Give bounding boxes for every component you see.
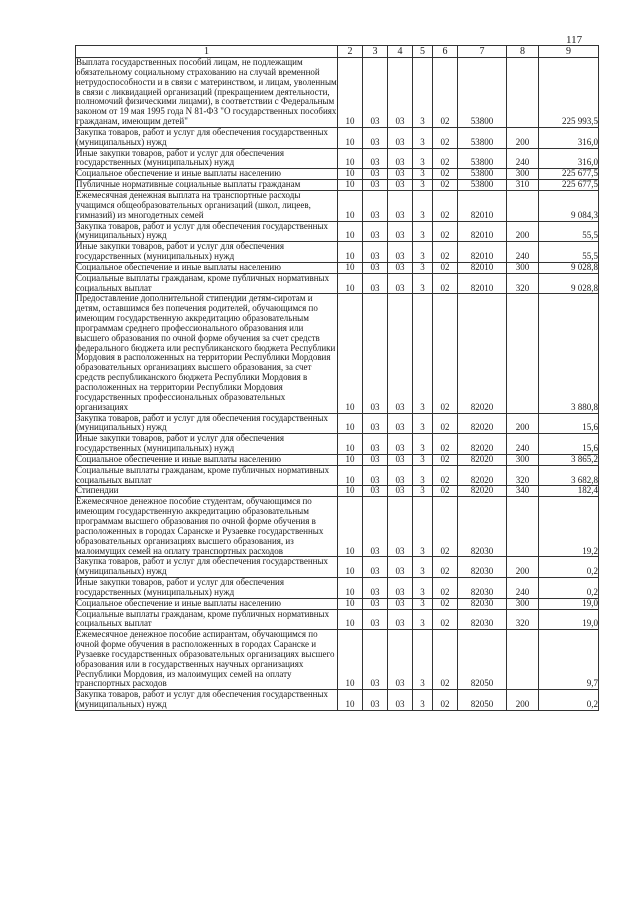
code-col-3: 03 [363,58,388,128]
row-description: Социальное обеспечение и иные выплаты населению [76,454,338,465]
code-col-2: 10 [338,497,363,557]
amount-cell: 19,2 [539,497,599,557]
table-row [76,148,599,169]
code-col-2: 10 [338,221,363,242]
code-col-2: 10 [338,557,363,578]
code-col-8: 200 [507,221,539,242]
code-col-6: 02 [433,242,458,263]
table-row [76,465,599,486]
row-description: Закупка товаров, работ и услуг для обеспечения государственных (муниципальных) нужд [76,221,338,242]
row-description: Ежемесячное денежное пособие студентам, обучающимся по имеющим государственную аккредитацию образовательным программам высшего образования по очной форме обучения в расположенных в городах Саранске и Рузаевке государственных образовательных организациях высшего образования, из малоимущих семей на оплату транспортных расходов [76,497,338,557]
table-row [76,58,599,128]
code-col-2: 10 [338,127,363,148]
code-col-7: 82050 [458,630,507,690]
code-col-6: 02 [433,690,458,711]
row-description: Публичные нормативные социальные выплаты гражданам [76,180,338,191]
code-col-4: 03 [388,148,413,169]
code-col-7: 82010 [458,262,507,273]
col-header-6: 6 [433,46,458,58]
amount-cell: 0,2 [539,557,599,578]
code-col-2: 10 [338,148,363,169]
code-col-6: 02 [433,465,458,486]
code-col-5: 3 [413,148,433,169]
code-col-8: 200 [507,557,539,578]
code-col-7: 82030 [458,609,507,630]
code-col-6: 02 [433,413,458,434]
code-col-8: 200 [507,413,539,434]
code-col-7: 82050 [458,690,507,711]
code-col-6: 02 [433,127,458,148]
page-number: 117 [566,34,583,46]
code-col-5: 3 [413,169,433,180]
row-description: Предоставление дополнительной стипендии детям-сиротам и детям, оставшимся без попечения родителей, обучающимся по имеющим государственную аккредитацию образовательным программам среднего профессионального образования или высшего образования по очной форме обучения за счет средств федерального бюджета или республиканского бюджета Республики Мордовия в расположенных на территории Республики Мордовия образовательных организациях высшего образования, за счет средств республиканского бюджета Республики Мордовия в расположенных на территории Республики Мордовия государственных профессиональных образовательных организациях [76,294,338,413]
code-col-4: 03 [388,465,413,486]
code-col-8: 200 [507,127,539,148]
code-col-3: 03 [363,598,388,609]
amount-cell: 316,0 [539,148,599,169]
code-col-4: 03 [388,221,413,242]
row-description: Иные закупки товаров, работ и услуг для обеспечения государственных (муниципальных) нужд [76,578,338,599]
code-col-7: 82030 [458,497,507,557]
code-col-6: 02 [433,609,458,630]
code-col-6: 02 [433,58,458,128]
code-col-2: 10 [338,578,363,599]
amount-cell: 9 028,8 [539,273,599,294]
col-header-5: 5 [413,46,433,58]
amount-cell: 225 993,5 [539,58,599,128]
code-col-5: 3 [413,180,433,191]
table-row [76,486,599,497]
code-col-6: 02 [433,598,458,609]
code-col-6: 02 [433,221,458,242]
amount-cell: 225 677,5 [539,169,599,180]
code-col-3: 03 [363,578,388,599]
code-col-4: 03 [388,497,413,557]
code-col-4: 03 [388,294,413,413]
code-col-4: 03 [388,180,413,191]
amount-cell: 15,6 [539,434,599,455]
code-col-5: 3 [413,294,433,413]
amount-cell: 9,7 [539,630,599,690]
code-col-8: 320 [507,609,539,630]
code-col-4: 03 [388,690,413,711]
code-col-5: 3 [413,434,433,455]
row-description: Закупка товаров, работ и услуг для обеспечения государственных (муниципальных) нужд [76,127,338,148]
code-col-4: 03 [388,598,413,609]
code-col-7: 53800 [458,169,507,180]
table-row [76,413,599,434]
code-col-3: 03 [363,413,388,434]
code-col-8: 200 [507,690,539,711]
code-col-3: 03 [363,221,388,242]
code-col-5: 3 [413,497,433,557]
code-col-6: 02 [433,273,458,294]
row-description: Социальное обеспечение и иные выплаты населению [76,262,338,273]
code-col-7: 82020 [458,465,507,486]
code-col-6: 02 [433,557,458,578]
table-row [76,294,599,413]
code-col-4: 03 [388,242,413,263]
code-col-2: 10 [338,465,363,486]
code-col-2: 10 [338,242,363,263]
table-row [76,434,599,455]
code-col-4: 03 [388,190,413,221]
code-col-5: 3 [413,609,433,630]
amount-cell: 3 880,8 [539,294,599,413]
amount-cell: 9 028,8 [539,262,599,273]
code-col-4: 03 [388,262,413,273]
code-col-3: 03 [363,486,388,497]
code-col-7: 53800 [458,58,507,128]
header-row [76,46,599,58]
code-col-6: 02 [433,190,458,221]
row-description: Социальные выплаты гражданам, кроме публичных нормативных социальных выплат [76,609,338,630]
code-col-2: 10 [338,190,363,221]
col-header-9: 9 [539,46,599,58]
row-description: Стипендии [76,486,338,497]
code-col-7: 82020 [458,294,507,413]
row-description: Иные закупки товаров, работ и услуг для обеспечения государственных (муниципальных) нужд [76,242,338,263]
table-row [76,273,599,294]
code-col-2: 10 [338,609,363,630]
amount-cell: 3 682,8 [539,465,599,486]
code-col-3: 03 [363,630,388,690]
code-col-8: 240 [507,434,539,455]
code-col-4: 03 [388,630,413,690]
row-description: Социальные выплаты гражданам, кроме публичных нормативных социальных выплат [76,273,338,294]
code-col-8 [507,630,539,690]
row-description: Иные закупки товаров, работ и услуг для обеспечения государственных (муниципальных) нужд [76,148,338,169]
col-header-7: 7 [458,46,507,58]
code-col-7: 82030 [458,598,507,609]
code-col-7: 82010 [458,221,507,242]
row-description: Социальные выплаты гражданам, кроме публичных нормативных социальных выплат [76,465,338,486]
table-row [76,454,599,465]
budget-table [75,45,599,711]
code-col-8: 300 [507,598,539,609]
code-col-8: 300 [507,262,539,273]
code-col-5: 3 [413,221,433,242]
code-col-3: 03 [363,557,388,578]
table-row [76,598,599,609]
code-col-7: 53800 [458,180,507,191]
code-col-2: 10 [338,169,363,180]
code-col-8 [507,497,539,557]
col-header-4: 4 [388,46,413,58]
code-col-6: 02 [433,434,458,455]
row-description: Ежемесячная денежная выплата на транспортные расходы учащимся общеобразовательных организаций (школ, лицеев, гимназий) из многодетных семей [76,190,338,221]
amount-cell: 316,0 [539,127,599,148]
code-col-5: 3 [413,413,433,434]
code-col-2: 10 [338,58,363,128]
code-col-4: 03 [388,557,413,578]
code-col-8: 240 [507,148,539,169]
code-col-2: 10 [338,294,363,413]
table-row [76,497,599,557]
code-col-7: 82020 [458,413,507,434]
code-col-6: 02 [433,169,458,180]
code-col-7: 82020 [458,454,507,465]
code-col-3: 03 [363,273,388,294]
code-col-6: 02 [433,454,458,465]
code-col-7: 82010 [458,190,507,221]
code-col-5: 3 [413,262,433,273]
code-col-5: 3 [413,486,433,497]
code-col-8 [507,294,539,413]
code-col-7: 53800 [458,148,507,169]
code-col-3: 03 [363,497,388,557]
table-row [76,190,599,221]
amount-cell: 19,0 [539,598,599,609]
code-col-6: 02 [433,578,458,599]
amount-cell: 19,0 [539,609,599,630]
code-col-5: 3 [413,190,433,221]
table-row [76,127,599,148]
code-col-2: 10 [338,262,363,273]
row-description: Социальное обеспечение и иные выплаты населению [76,598,338,609]
table-row [76,609,599,630]
code-col-7: 53800 [458,127,507,148]
code-col-2: 10 [338,180,363,191]
code-col-3: 03 [363,294,388,413]
amount-cell: 15,6 [539,413,599,434]
code-col-5: 3 [413,557,433,578]
code-col-4: 03 [388,58,413,128]
code-col-4: 03 [388,169,413,180]
amount-cell: 55,5 [539,221,599,242]
code-col-8: 300 [507,454,539,465]
code-col-6: 02 [433,148,458,169]
code-col-2: 10 [338,434,363,455]
table-row [76,221,599,242]
amount-cell: 225 677,5 [539,180,599,191]
col-header-8: 8 [507,46,539,58]
code-col-3: 03 [363,434,388,455]
code-col-3: 03 [363,690,388,711]
code-col-4: 03 [388,273,413,294]
table-row [76,262,599,273]
amount-cell: 3 865,2 [539,454,599,465]
amount-cell: 0,2 [539,578,599,599]
code-col-2: 10 [338,273,363,294]
code-col-4: 03 [388,127,413,148]
code-col-5: 3 [413,127,433,148]
row-description: Выплата государственных пособий лицам, не подлежащим обязательному социальному страхованию на случай временной нетрудоспособности и в связи с материнством, и лицам, уволенным в связи с ликвидацией организаций (прекращением деятельности, полномочий физическими лицами), в соответствии с Федеральным законом от 19 мая 1995 года N 81-ФЗ "О государственных пособиях гражданам, имеющим детей" [76,57,337,127]
amount-cell: 9 084,3 [539,190,599,221]
code-col-8 [507,190,539,221]
code-col-7: 82030 [458,557,507,578]
row-description: Иные закупки товаров, работ и услуг для обеспечения государственных (муниципальных) нужд [76,434,338,455]
code-col-6: 02 [433,262,458,273]
code-col-4: 03 [388,578,413,599]
row-description: Закупка товаров, работ и услуг для обеспечения государственных (муниципальных) нужд [76,557,338,578]
table-row [76,630,599,690]
amount-cell: 55,5 [539,242,599,263]
code-col-8: 300 [507,169,539,180]
code-col-7: 82030 [458,578,507,599]
code-col-3: 03 [363,262,388,273]
code-col-2: 10 [338,630,363,690]
amount-cell: 0,2 [539,690,599,711]
col-header-2: 2 [338,46,363,58]
code-col-8 [507,58,539,128]
code-col-4: 03 [388,413,413,434]
table-row [76,169,599,180]
code-col-3: 03 [363,180,388,191]
code-col-7: 82010 [458,273,507,294]
code-col-6: 02 [433,497,458,557]
code-col-3: 03 [363,454,388,465]
code-col-3: 03 [363,148,388,169]
code-col-5: 3 [413,454,433,465]
code-col-3: 03 [363,169,388,180]
code-col-2: 10 [338,598,363,609]
code-col-5: 3 [413,598,433,609]
code-col-6: 02 [433,630,458,690]
code-col-6: 02 [433,180,458,191]
code-col-5: 3 [413,273,433,294]
code-col-5: 3 [413,242,433,263]
code-col-2: 10 [338,486,363,497]
code-col-5: 3 [413,465,433,486]
code-col-4: 03 [388,486,413,497]
table-row [76,242,599,263]
code-col-5: 3 [413,58,433,128]
code-col-7: 82010 [458,242,507,263]
code-col-8: 310 [507,180,539,191]
row-description: Социальное обеспечение и иные выплаты населению [76,169,338,180]
code-col-4: 03 [388,434,413,455]
code-col-2: 10 [338,413,363,434]
code-col-5: 3 [413,690,433,711]
table-row [76,578,599,599]
code-col-3: 03 [363,609,388,630]
code-col-8: 240 [507,578,539,599]
code-col-3: 03 [363,190,388,221]
col-header-1: 1 [76,46,338,58]
code-col-5: 3 [413,578,433,599]
code-col-7: 82020 [458,434,507,455]
col-header-3: 3 [363,46,388,58]
code-col-8: 320 [507,465,539,486]
table-row [76,557,599,578]
code-col-5: 3 [413,630,433,690]
code-col-3: 03 [363,465,388,486]
code-col-6: 02 [433,486,458,497]
code-col-8: 320 [507,273,539,294]
row-description: Закупка товаров, работ и услуг для обеспечения государственных (муниципальных) нужд [76,413,338,434]
code-col-2: 10 [338,454,363,465]
code-col-6: 02 [433,294,458,413]
code-col-2: 10 [338,690,363,711]
code-col-8: 340 [507,486,539,497]
row-description: Ежемесячное денежное пособие аспирантам, обучающимся по очной форме обучения в расположенных в городах Саранске и Рузаевке государственных образовательных организациях высшего образования или в государственных научных организациях Республики Мордовия, из малоимущих семей на оплату транспортных расходов [76,630,338,690]
code-col-8: 240 [507,242,539,263]
amount-cell: 182,4 [539,486,599,497]
table-row [76,690,599,711]
row-description: Закупка товаров, работ и услуг для обеспечения государственных (муниципальных) нужд [76,690,338,711]
code-col-4: 03 [388,454,413,465]
code-col-3: 03 [363,127,388,148]
code-col-7: 82020 [458,486,507,497]
code-col-3: 03 [363,242,388,263]
table-row [76,180,599,191]
code-col-4: 03 [388,609,413,630]
